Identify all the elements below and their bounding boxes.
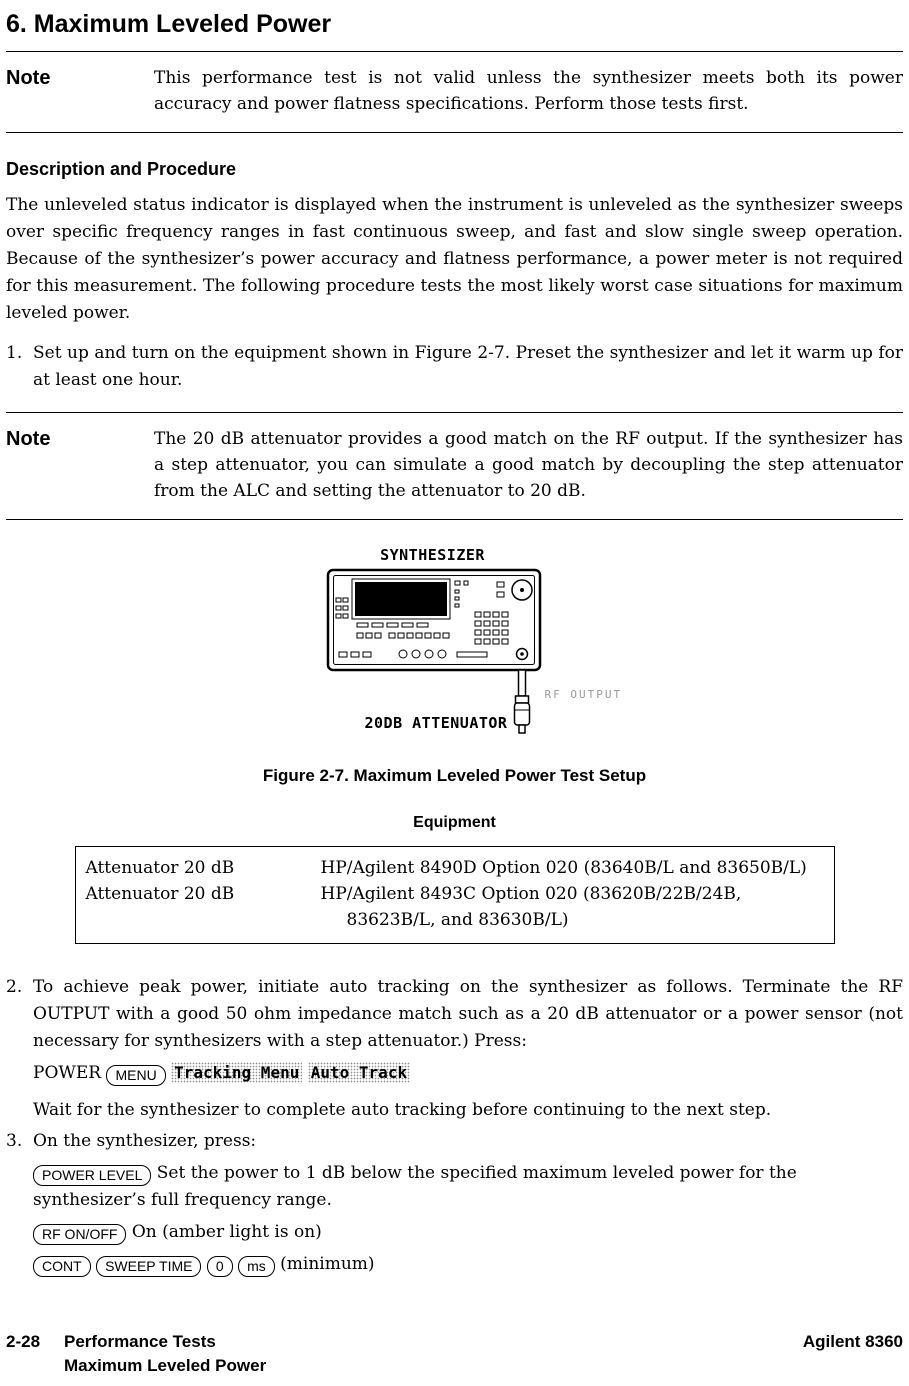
step-3 <box>6 1128 903 1278</box>
rf-on-off-text: On (amber light is on) <box>131 1222 322 1242</box>
figure-2-7 <box>245 546 665 758</box>
equipment-desc: HP/Agilent 8490D Option 020 (83640B/L and 83650B/L) <box>320 858 807 878</box>
power-level-keycap: POWER LEVEL <box>33 1165 151 1186</box>
note2-top-rule <box>6 412 903 413</box>
footer-left <box>6 1330 266 1378</box>
equipment-item: Attenuator 20 dB <box>85 884 235 904</box>
note-block-2 <box>6 426 903 504</box>
step-number: 3. <box>6 1131 23 1151</box>
step-number: 1. <box>6 343 23 363</box>
note1-bottom-rule <box>6 132 903 133</box>
power-level-text: Set the power to 1 dB below the specified maximum leveled power for the synthesizer’s full frequency range. <box>33 1163 797 1210</box>
page-number: 2-28 <box>6 1332 41 1351</box>
table-row <box>86 855 824 881</box>
footer-left-lines <box>64 1330 266 1378</box>
zero-keycap: 0 <box>207 1256 233 1277</box>
note2-bottom-rule <box>6 519 903 520</box>
power-level-line <box>33 1160 903 1214</box>
equipment-table <box>75 846 835 944</box>
sweep-time-line <box>33 1251 903 1278</box>
power-word: POWER <box>33 1063 102 1083</box>
page-title: 6. Maximum Leveled Power <box>6 10 332 38</box>
rf-on-off-keycap: RF ON/OFF <box>33 1224 126 1245</box>
synthesizer-label: SYNTHESIZER <box>380 546 485 564</box>
step-1 <box>6 340 903 394</box>
menu-keycap: MENU <box>106 1065 165 1086</box>
equipment-desc-line1: HP/Agilent 8493C Option 020 (83620B/22B/24B, <box>320 884 742 904</box>
auto-track-softkey: Auto Track <box>308 1062 410 1083</box>
rf-output-label: RF OUTPUT <box>544 688 623 701</box>
footer-section: Performance Tests <box>64 1332 216 1351</box>
note-label: Note <box>6 67 51 89</box>
step-text: To achieve peak power, initiate auto tracking on the synthesizer as follows. Terminate the RF OUTPUT with a good 50 ohm impedance match such as a 20 dB attenuator or a power sensor (not necessary for synthesizers with a step attenuator.) Press: <box>33 977 903 1051</box>
step-text: On the synthesizer, press: <box>33 1131 257 1151</box>
step-number: 2. <box>6 977 23 997</box>
note-text: The 20 dB attenuator provides a good match on the RF output. If the synthesizer has a step attenuator, you can simulate a good match by decoupling the step attenuator from the ALC and setting the attenuator to 20 dB. <box>154 429 903 501</box>
footer-brand: Agilent 8360 <box>802 1332 903 1351</box>
wait-text: Wait for the synthesizer to complete auto tracking before continuing to the next step. <box>33 1100 772 1120</box>
sweep-time-keycap: SWEEP TIME <box>96 1256 201 1277</box>
step-text: Set up and turn on the equipment shown in Figure 2-7. Preset the synthesizer and let it warm up for at least one hour. <box>33 343 903 390</box>
step-body <box>33 1128 903 1278</box>
footer-subsection: Maximum Leveled Power <box>64 1356 267 1375</box>
table-row <box>86 881 824 933</box>
ms-keycap: ms <box>238 1256 275 1277</box>
rf-on-off-line <box>33 1219 903 1246</box>
step-body <box>33 974 903 1124</box>
equipment-heading: Equipment <box>413 814 496 831</box>
cont-keycap: CONT <box>33 1256 91 1277</box>
minimum-text: (minimum) <box>280 1254 375 1274</box>
section-heading: Description and Procedure <box>6 159 237 179</box>
title-rule <box>6 51 903 52</box>
attenuator-label: 20DB ATTENUATOR <box>364 714 508 732</box>
note-block-1 <box>6 65 903 117</box>
page-footer <box>6 1330 903 1378</box>
note-label: Note <box>6 428 51 450</box>
equipment-item: Attenuator 20 dB <box>85 858 235 878</box>
key-press-line <box>33 1059 903 1087</box>
note-text: This performance test is not valid unless the synthesizer meets both its power accuracy and power flatness specifications. Perform those tests first. <box>154 68 903 114</box>
tracking-menu-softkey: Tracking Menu <box>171 1062 302 1083</box>
intro-paragraph: The unleveled status indicator is displayed when the instrument is unleveled as the synthesizer sweeps over specific frequency ranges in fast continuous sweep, and fast and slow single sweep operation. Because of the synthesizer’s power accuracy and flatness performance, a power meter is not required for this measurement. The following procedure tests the most likely worst case situations for maximum leveled power. <box>6 195 903 323</box>
step-2 <box>6 974 903 1124</box>
equipment-desc-line2: 83623B/L, and 83630B/L) <box>346 910 569 930</box>
equipment-desc <box>321 881 824 933</box>
figure-caption: Figure 2-7. Maximum Leveled Power Test Setup <box>262 766 647 785</box>
